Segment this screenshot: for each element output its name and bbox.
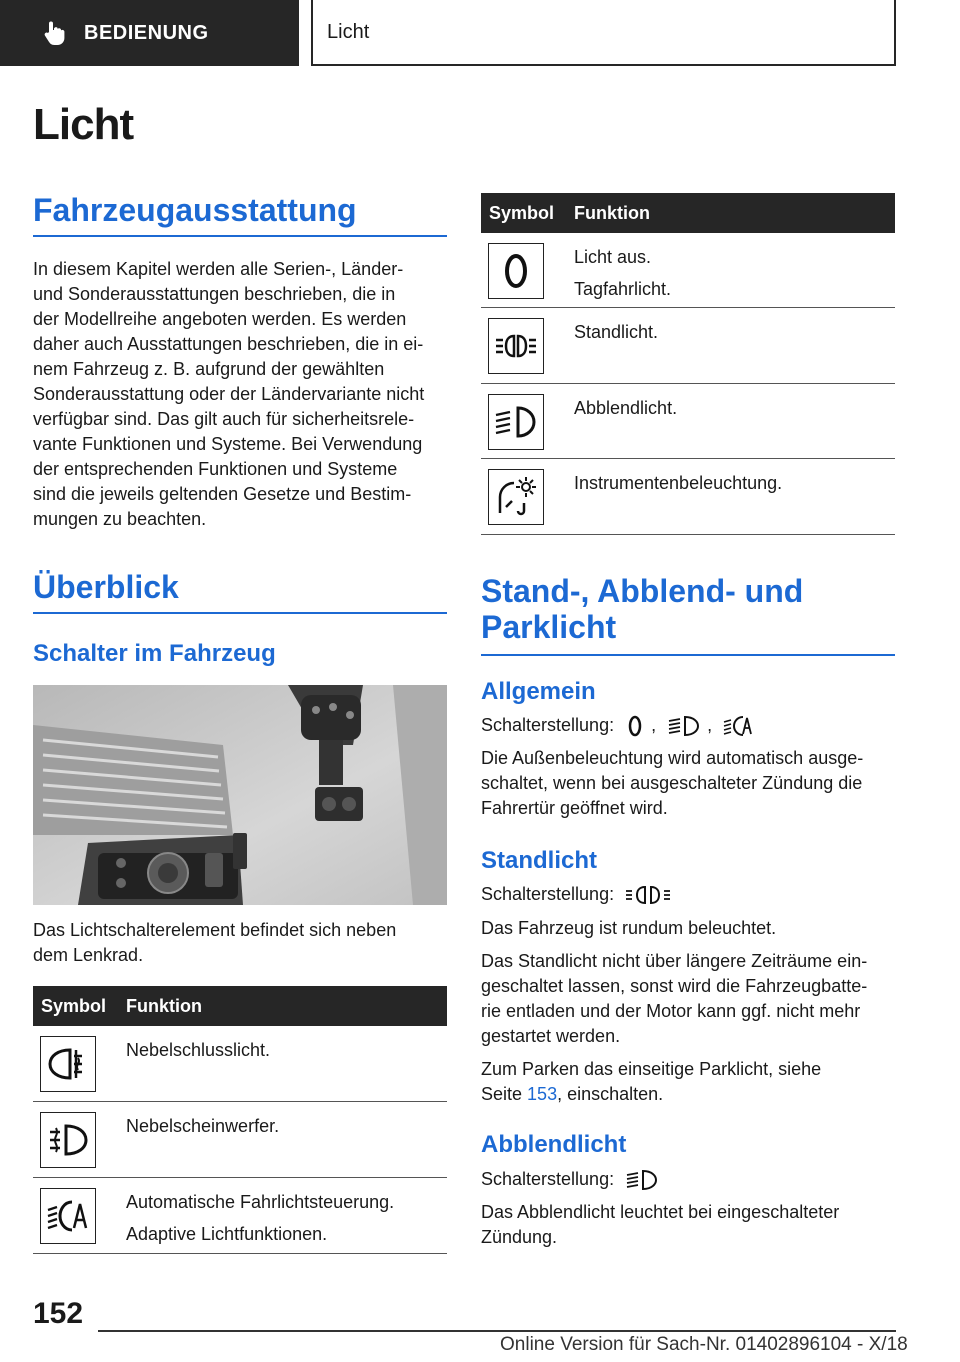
text-line: rie entladen und der Motor kann ggf. nicht mehr (481, 1001, 861, 1021)
low-beam-icon (625, 1168, 659, 1192)
text-line: sind die jeweils geltenden Gesetze und Bestim- (33, 484, 412, 504)
text-line: mungen zu beachten. (33, 509, 207, 529)
text-line: vante Funktionen und Systeme. Bei Verwendung (33, 434, 423, 454)
table-row (33, 1102, 447, 1178)
lowbeam-text (481, 1200, 901, 1250)
low-beam-icon (667, 714, 701, 738)
heading-overview: Überblick (33, 570, 447, 614)
lowbeam-switch-line (481, 1167, 901, 1192)
light-off-icon (488, 243, 544, 299)
switch-label: Schalterstellung: (481, 715, 615, 735)
light-switch-photo (33, 685, 447, 905)
parking-light-icon (625, 883, 671, 907)
text-fragment: Seite (481, 1084, 523, 1104)
front-fog-light-icon (40, 1112, 96, 1168)
heading-general: Allgemein (481, 678, 596, 705)
page-header (0, 0, 960, 66)
text-line: geschaltet lassen, sonst wird die Fahrzeugbatte- (481, 976, 868, 996)
page-title: Licht (33, 100, 134, 149)
chapter-tab[interactable] (0, 0, 299, 66)
table-row (33, 1026, 447, 1102)
light-off-icon (625, 714, 645, 738)
heading-vehicle-equipment: Fahrzeugausstattung (33, 193, 447, 237)
instrument-lighting-icon (488, 469, 544, 525)
heading-low-beam: Abblendlicht (481, 1131, 627, 1158)
heading-line: Parklicht (481, 608, 617, 645)
heading-switch-in-vehicle: Schalter im Fahrzeug (33, 640, 276, 667)
parking-text-2 (481, 949, 901, 1049)
text-line: verfügbar sind. Das gilt auch für sicherheitsrele- (33, 409, 415, 429)
function-text: Tagfahrlicht. (574, 279, 672, 299)
col-symbol-header: Symbol (489, 202, 555, 223)
vehicle-equipment-text (33, 257, 453, 532)
footer-divider (98, 1330, 896, 1332)
text-line: der Modellreihe angeboten werden. Es werden (33, 309, 407, 329)
parking-switch-line (481, 882, 901, 907)
text-line (481, 1082, 901, 1107)
text-line: Zündung. (481, 1227, 558, 1247)
table-row (481, 233, 895, 308)
col-symbol-header: Symbol (41, 995, 107, 1016)
text-line: Das Standlicht nicht über längere Zeiträume ein- (481, 951, 868, 971)
text-line: daher auch Ausstattungen beschrieben, die in ei- (33, 334, 424, 354)
section-label: Licht (327, 20, 370, 43)
text-line: In diesem Kapitel werden alle Serien-, Länder- (33, 259, 404, 279)
text-fragment: , einschalten. (557, 1084, 664, 1104)
parking-text-3 (481, 1057, 901, 1107)
text-line: Sonderausstattung oder der Ländervariante nicht (33, 384, 425, 404)
auto-headlight-icon (40, 1188, 96, 1244)
separator: , (651, 715, 657, 735)
table-row (481, 459, 895, 535)
switch-label: Schalterstellung: (481, 1169, 615, 1189)
text-line: und Sonderausstattungen beschrieben, die in (33, 284, 396, 304)
text-line: gestartet werden. (481, 1026, 621, 1046)
table-header (33, 986, 447, 1026)
section-tab[interactable] (311, 0, 896, 66)
page-153-link[interactable]: 153 (527, 1084, 558, 1104)
photo-caption (33, 918, 453, 968)
table-row (481, 308, 895, 384)
text-line: Fahrertür geöffnet wird. (481, 798, 668, 818)
hand-pointer-icon (40, 19, 68, 47)
rear-fog-light-icon (40, 1036, 96, 1092)
function-text: Automatische Fahrlichtsteuerung. (126, 1192, 395, 1212)
separator: , (707, 715, 713, 735)
switch-label: Schalterstellung: (481, 884, 615, 904)
footer-version-text: Online Version für Sach-Nr. 01402896104 - X/18 (500, 1334, 908, 1355)
heading-parking-light: Standlicht (481, 847, 598, 874)
function-text: Adaptive Lichtfunktionen. (126, 1224, 328, 1244)
text-line: Die Außenbeleuchtung wird automatisch ausge- (481, 748, 864, 768)
table-row (481, 384, 895, 459)
right-symbol-table (481, 193, 895, 535)
left-symbol-table (33, 986, 447, 1254)
function-text: Nebelschlusslicht. (126, 1040, 271, 1060)
table-header (481, 193, 895, 233)
low-beam-icon (488, 394, 544, 450)
table-row (33, 1178, 447, 1254)
parking-light-icon (488, 318, 544, 374)
heading-line: Stand-, Abblend- und (481, 573, 804, 609)
function-text: Standlicht. (574, 322, 659, 342)
function-text: Licht aus. (574, 247, 652, 267)
chapter-label: BEDIENUNG (84, 21, 209, 44)
function-text: Instrumentenbeleuchtung. (574, 473, 783, 493)
auto-headlight-icon (723, 714, 753, 738)
caption-line: Das Lichtschalterelement befindet sich neben (33, 920, 397, 940)
page-number: 152 (33, 1297, 84, 1330)
text-line: der entsprechenden Funktionen und Systeme (33, 459, 398, 479)
caption-line: dem Lenkrad. (33, 945, 144, 965)
parking-text-1: Das Fahrzeug ist rundum beleuchtet. (481, 918, 777, 938)
text-line: schaltet, wenn bei ausgeschalteter Zündung die (481, 773, 863, 793)
heading-parking-lowbeam (481, 574, 895, 656)
text-line: Das Abblendlicht leuchtet bei eingeschalteter (481, 1202, 840, 1222)
general-text (481, 746, 901, 821)
general-switch-line (481, 713, 901, 738)
col-function-header: Funktion (126, 995, 202, 1016)
col-function-header: Funktion (574, 202, 650, 223)
text-line: Zum Parken das einseitige Parklicht, siehe (481, 1059, 822, 1079)
function-text: Nebelscheinwerfer. (126, 1116, 280, 1136)
text-line: nem Fahrzeug z. B. aufgrund der gewählten (33, 359, 385, 379)
function-text: Abblendlicht. (574, 398, 678, 418)
